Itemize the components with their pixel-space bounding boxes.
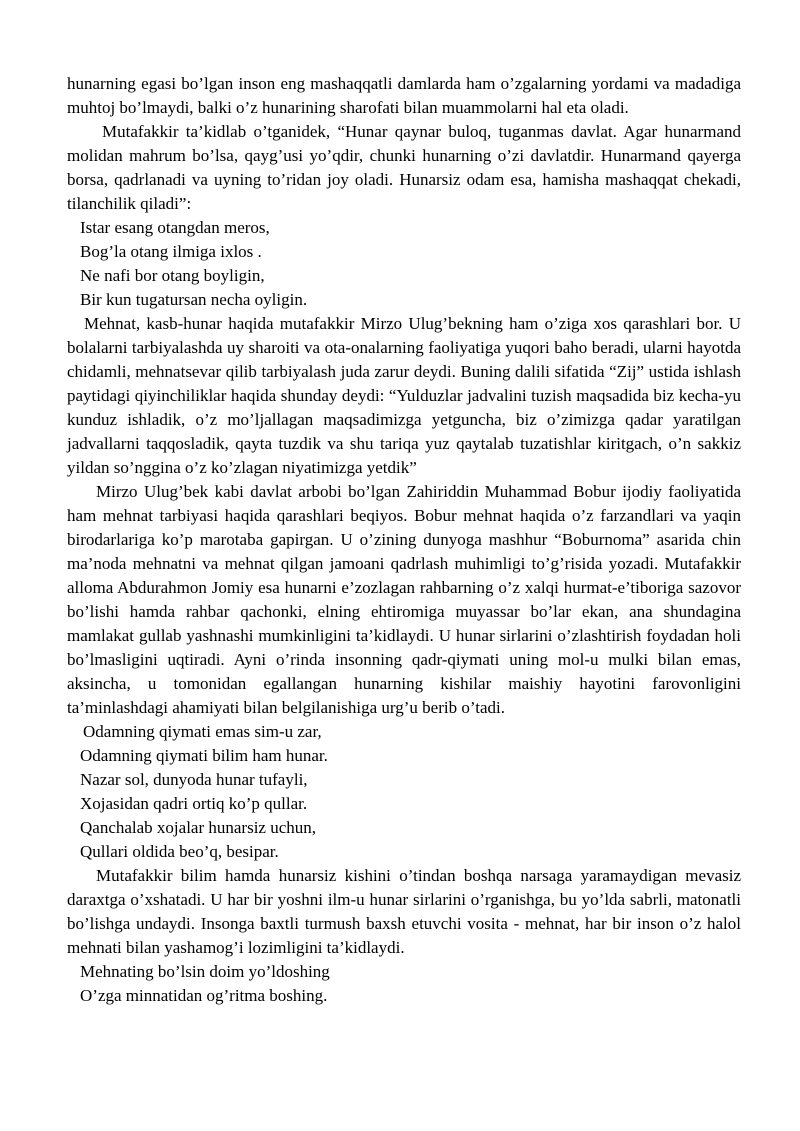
paragraph: hunarning egasi bo’lgan inson eng mashaqqatli damlarda ham o’zgalarning yordami va madadiga muhtoj bo’lmaydi, balki o’z hunarining sharofati bilan muammolarni hal eta oladi.	[67, 74, 741, 117]
poem-line: Xojasidan qadri ortiq ko’p qullar.	[80, 794, 308, 813]
paragraph: Mehnat, kasb-hunar haqida mutafakkir Mirzo Ulug’bekning ham o’ziga xos qarashlari bor. U bolalarni tarbiyalashda uy sharoiti va ota-onalarning faoliyatiga yuqori baho beradi, ularni hayotda chidamli, mehnatsevar qilib tarbiyalash juda zarur deydi. Buning dalili sifatida “Zij” ustida ishlash paytidagi qiyinchiliklar haqida shunday deydi: “Yulduzlar jadvalini tuzish maqsadida biz kecha-yu kunduz ishladik, o’z mo’ljallagan maqsadimizga yetguncha, biz o’zimizga qadar yaratilgan jadvallarni taqqosladik, qayta tuzdik va shu tariqa yuz qaytalab tuzatishlar kiritgach, o’n sakkiz yildan so’nggina o’z ko’zlagan niyatimizga yetdik”	[67, 314, 741, 477]
poem-line: Istar esang otangdan meros,	[80, 218, 270, 237]
poem-line: Bir kun tugatursan necha oyligin.	[80, 290, 308, 309]
poem-line: Odamning qiymati bilim ham hunar.	[80, 746, 328, 765]
poem-line: Nazar sol, dunyoda hunar tufayli,	[80, 770, 308, 789]
paragraph: Mutafakkir bilim hamda hunarsiz kishini o’tindan boshqa narsaga yaramaydigan mevasiz daraxtga o’xshatadi. U har bir yoshni ilm-u hunar sirlarini o’rganishga, bu yo’lda sabrli, matonatli bo’lishga undaydi. Insonga baxtli turmush baxsh etuvchi vosita - mehnat, har bir inson o’z halol mehnati bilan yashamog’i lozimligini ta’kidlaydi.	[67, 866, 741, 957]
poem-line: Qullari oldida beo’q, besipar.	[80, 842, 279, 861]
poem-line: Odamning qiymati emas sim-u zar,	[83, 722, 322, 741]
paragraph: Mirzo Ulug’bek kabi davlat arbobi bo’lgan Zahiriddin Muhammad Bobur ijodiy faoliyatida ham mehnat tarbiyasi haqida qarashlari beqiyos. Bobur mehnat haqida o’z farzandlari va yaqin birodarlariga ko’p marotaba gapirgan. U o’zining dunyoga mashhur “Boburnoma” asarida chin ma’noda mehnatni va mehnat qilgan jamoani qadrlash muhimligi to’g’risida yozadi. Mutafakkir alloma Abdurahmon Jomiy esa hunarni e’zozlagan rahbarning o’z xalqi hurmat-e’tiboriga sazovor bo’lishi hamda rahbar qachonki, elning ehtiromiga muyassar bo’lar ekan, ana shundagina mamlakat gullab yashnashi mumkinligini ta’kidlaydi. U hunar sirlarini o’zlashtirish foydadan holi bo’lmasligini uqtiradi. Ayni o’rinda insonning qadr-qiymati uning mol-u mulki bilan emas, aksincha, u tomonidan egallangan hunarning kishilar maishiy hayotini farovonligini ta’minlashdagi ahamiyati bilan belgilanishiga urg’u berib o’tadi.	[67, 482, 741, 717]
poem-block	[67, 216, 741, 312]
poem-line: Mehnating bo’lsin doim yo’ldoshing	[80, 962, 330, 981]
poem-line: Ne nafi bor otang boyligin,	[80, 266, 265, 285]
poem-line: Bog’la otang ilmiga ixlos .	[80, 242, 262, 261]
poem-block	[67, 960, 741, 1008]
poem-line: O’zga minnatidan og’ritma boshing.	[80, 986, 328, 1005]
document-page	[67, 72, 741, 1008]
poem-block	[67, 720, 741, 864]
poem-line: Qanchalab xojalar hunarsiz uchun,	[80, 818, 317, 837]
paragraph: Mutafakkir ta’kidlab o’tganidek, “Hunar qaynar buloq, tuganmas davlat. Agar hunarmand molidan mahrum bo’lsa, qayg’usi yo’qdir, chunki hunarning o’zi davlatdir. Hunarmand qayerga borsa, qadrlanadi va uyning to’ridan joy oladi. Hunarsiz odam esa, hamisha mashaqqat chekadi, tilanchilik qiladi”:	[67, 122, 741, 213]
